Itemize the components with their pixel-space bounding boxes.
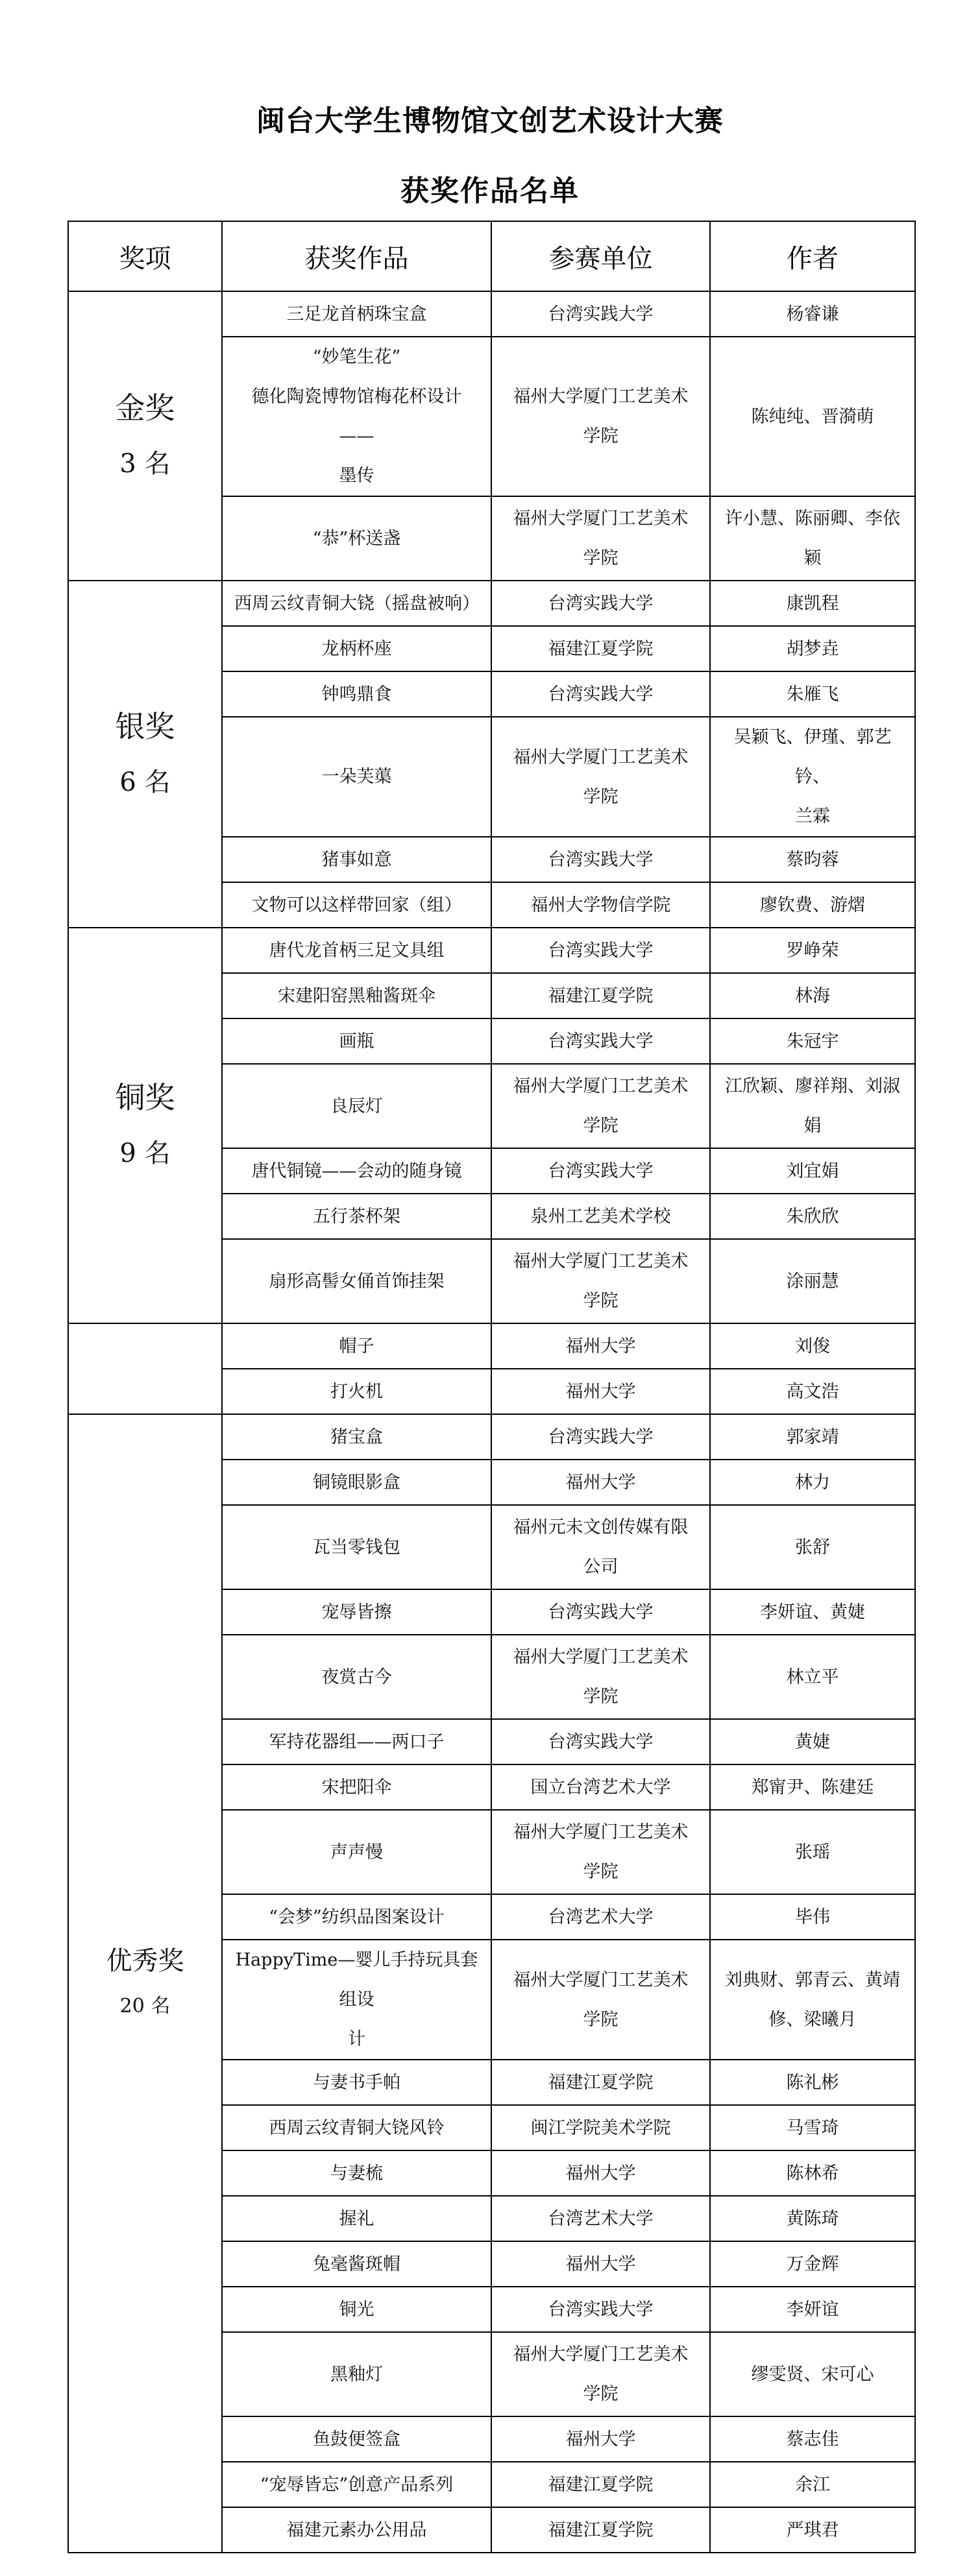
work-title-cell: 猪宝盒	[222, 1414, 491, 1460]
entrant-unit-cell: 台湾实践大学	[491, 2287, 710, 2332]
author-cell: 缪雯贤、宋可心	[710, 2332, 915, 2416]
entrant-unit-cell: 闽江学院美术学院	[491, 2105, 710, 2150]
entrant-unit-cell: 福州大学厦门工艺美术 学院	[491, 1239, 710, 1323]
work-title-cell: “宠辱皆忘”创意产品系列	[222, 2462, 491, 2507]
entrant-unit-cell: 福州大学厦门工艺美术 学院	[491, 1064, 710, 1148]
table-row	[68, 291, 915, 337]
author-cell: 张舒	[710, 1505, 915, 1589]
award-count: 9 名	[119, 1138, 171, 1168]
work-title-cell: 帽子	[222, 1323, 491, 1369]
entrant-unit-cell: 福州元未文创传媒有限 公司	[491, 1505, 710, 1589]
author-cell: 刘典财、郭青云、黄靖 修、梁曦月	[710, 1940, 915, 2060]
author-cell: 黄婕	[710, 1719, 915, 1764]
award-name: 金奖	[115, 391, 175, 426]
author-cell: 罗峥荣	[710, 928, 915, 973]
entrant-unit-cell: 台湾实践大学	[491, 1589, 710, 1635]
award-cell	[68, 1414, 222, 2553]
page-subtitle: 获奖作品名单	[400, 175, 580, 208]
award-count: 6 名	[119, 767, 171, 797]
author-cell: 郑甯尹、陈建廷	[710, 1764, 915, 1810]
author-cell: 刘俊	[710, 1323, 915, 1369]
author-cell: 江欣颖、廖祥翔、刘淑 娟	[710, 1064, 915, 1148]
entrant-unit-cell: 福州大学	[491, 1460, 710, 1505]
entrant-unit-cell: 福州大学厦门工艺美术 学院	[491, 717, 710, 837]
work-title-cell: 黑釉灯	[222, 2332, 491, 2416]
table-row	[68, 1414, 915, 1460]
author-cell: 高文浩	[710, 1369, 915, 1414]
entrant-unit-cell: 福建江夏学院	[491, 626, 710, 671]
work-title-cell: 唐代龙首柄三足文具组	[222, 928, 491, 973]
author-cell: 吴颖飞、伊瑾、郭艺钤、 兰霖	[710, 717, 915, 837]
author-cell: 毕伟	[710, 1894, 915, 1940]
entrant-unit-cell: 福州大学厦门工艺美术 学院	[491, 1810, 710, 1894]
entrant-unit-cell: 福州大学物信学院	[491, 882, 710, 928]
entrant-unit-cell: 福建江夏学院	[491, 2507, 710, 2553]
author-cell: 胡梦垚	[710, 626, 915, 671]
entrant-unit-cell: 台湾实践大学	[491, 291, 710, 337]
author-cell: 张瑶	[710, 1810, 915, 1894]
entrant-unit-cell: 台湾实践大学	[491, 1719, 710, 1764]
author-cell: 陈林希	[710, 2150, 915, 2196]
entrant-unit-cell: 福州大学	[491, 2150, 710, 2196]
author-cell: 李妍谊	[710, 2287, 915, 2332]
author-cell: 黄陈琦	[710, 2196, 915, 2241]
author-cell: 朱欣欣	[710, 1194, 915, 1239]
work-title-cell: 铜镜眼影盒	[222, 1460, 491, 1505]
award-cell	[68, 1323, 222, 1414]
author-cell: 刘宜娟	[710, 1148, 915, 1194]
work-title-cell: 握礼	[222, 2196, 491, 2241]
author-cell: 廖钦费、游熠	[710, 882, 915, 928]
award-cell	[68, 928, 222, 1323]
author-cell: 马雪琦	[710, 2105, 915, 2150]
header-award: 奖项	[68, 221, 222, 291]
award-name: 优秀奖	[106, 1945, 184, 1976]
entrant-unit-cell: 台湾艺术大学	[491, 2196, 710, 2241]
award-cell	[68, 291, 222, 581]
work-title-cell: 猪事如意	[222, 837, 491, 882]
entrant-unit-cell: 福州大学	[491, 1323, 710, 1369]
table-row	[68, 928, 915, 973]
award-count: 20 名	[119, 1994, 171, 2017]
entrant-unit-cell: 国立台湾艺术大学	[491, 1764, 710, 1810]
author-cell: 蔡志佳	[710, 2416, 915, 2462]
entrant-unit-cell: 泉州工艺美术学校	[491, 1194, 710, 1239]
author-cell: 陈礼彬	[710, 2060, 915, 2105]
work-title-cell: 良辰灯	[222, 1064, 491, 1148]
work-title-cell: 铜光	[222, 2287, 491, 2332]
work-title-cell: 与妻梳	[222, 2150, 491, 2196]
work-title-cell: 打火机	[222, 1369, 491, 1414]
table-row	[68, 581, 915, 626]
author-cell: 林海	[710, 973, 915, 1018]
entrant-unit-cell: 台湾实践大学	[491, 1148, 710, 1194]
work-title-cell: 扇形高髻女俑首饰挂架	[222, 1239, 491, 1323]
work-title-cell: 福建元素办公用品	[222, 2507, 491, 2553]
author-cell: 朱冠宇	[710, 1018, 915, 1064]
entrant-unit-cell: 台湾实践大学	[491, 1414, 710, 1460]
entrant-unit-cell: 福州大学厦门工艺美术 学院	[491, 337, 710, 496]
author-cell: 朱雁飞	[710, 671, 915, 717]
work-title-cell: “会梦”纺织品图案设计	[222, 1894, 491, 1940]
award-count: 3 名	[119, 449, 171, 479]
work-title-cell: 三足龙首柄珠宝盒	[222, 291, 491, 337]
entrant-unit-cell: 台湾实践大学	[491, 837, 710, 882]
author-cell: 陈纯纯、晋漪萌	[710, 337, 915, 496]
work-title-cell: 宋把阳伞	[222, 1764, 491, 1810]
header-unit: 参赛单位	[491, 221, 710, 291]
award-name: 铜奖	[115, 1080, 175, 1115]
page-title: 闽台大学生博物馆文创艺术设计大赛	[256, 104, 724, 138]
winners-table	[67, 221, 916, 2553]
author-cell: 康凯程	[710, 581, 915, 626]
entrant-unit-cell: 福州大学厦门工艺美术 学院	[491, 1635, 710, 1719]
work-title-cell: 西周云纹青铜大铙风铃	[222, 2105, 491, 2150]
work-title-cell: 军持花器组——两口子	[222, 1719, 491, 1764]
entrant-unit-cell: 福州大学	[491, 1369, 710, 1414]
work-title-cell: 兔毫酱斑帽	[222, 2241, 491, 2287]
work-title-cell: 一朵芙蕖	[222, 717, 491, 837]
work-title-cell: 夜赏古今	[222, 1635, 491, 1719]
entrant-unit-cell: 台湾实践大学	[491, 671, 710, 717]
entrant-unit-cell: 福建江夏学院	[491, 2060, 710, 2105]
author-cell: 郭家靖	[710, 1414, 915, 1460]
entrant-unit-cell: 福州大学	[491, 2416, 710, 2462]
entrant-unit-cell: 福州大学厦门工艺美术 学院	[491, 1940, 710, 2060]
work-title-cell: 与妻书手帕	[222, 2060, 491, 2105]
work-title-cell: 鱼鼓便签盒	[222, 2416, 491, 2462]
work-title-cell: 声声慢	[222, 1810, 491, 1894]
author-cell: 余江	[710, 2462, 915, 2507]
table-header-row	[68, 221, 915, 291]
author-cell: 严琪君	[710, 2507, 915, 2553]
entrant-unit-cell: 福州大学	[491, 2241, 710, 2287]
author-cell: 许小慧、陈丽卿、李依 颖	[710, 496, 915, 581]
work-title-cell: 画瓶	[222, 1018, 491, 1064]
entrant-unit-cell: 台湾艺术大学	[491, 1894, 710, 1940]
table-row	[68, 1323, 915, 1369]
work-title-cell: 文物可以这样带回家（组）	[222, 882, 491, 928]
work-title-cell: 西周云纹青铜大铙（摇盘被响）	[222, 581, 491, 626]
author-cell: 林立平	[710, 1635, 915, 1719]
entrant-unit-cell: 台湾实践大学	[491, 581, 710, 626]
author-cell: 万金辉	[710, 2241, 915, 2287]
author-cell: 林力	[710, 1460, 915, 1505]
work-title-cell: HappyTime—婴儿手持玩具套组设 计	[222, 1940, 491, 2060]
work-title-cell: 钟鸣鼎食	[222, 671, 491, 717]
entrant-unit-cell: 福建江夏学院	[491, 2462, 710, 2507]
award-cell	[68, 581, 222, 928]
entrant-unit-cell: 福建江夏学院	[491, 973, 710, 1018]
work-title-cell: 龙柄杯座	[222, 626, 491, 671]
work-title-cell: 唐代铜镜——会动的随身镜	[222, 1148, 491, 1194]
award-name: 银奖	[115, 708, 175, 744]
author-cell: 杨睿谦	[710, 291, 915, 337]
header-author: 作者	[710, 221, 915, 291]
work-title-cell: 宋建阳窑黑釉酱斑伞	[222, 973, 491, 1018]
header-work: 获奖作品	[222, 221, 491, 291]
work-title-cell: “恭”杯送盏	[222, 496, 491, 581]
work-title-cell: “妙笔生花” 德化陶瓷博物馆梅花杯设计—— 墨传	[222, 337, 491, 496]
entrant-unit-cell: 福州大学厦门工艺美术 学院	[491, 2332, 710, 2416]
author-cell: 蔡昀蓉	[710, 837, 915, 882]
work-title-cell: 瓦当零钱包	[222, 1505, 491, 1589]
entrant-unit-cell: 福州大学厦门工艺美术 学院	[491, 496, 710, 581]
work-title-cell: 五行茶杯架	[222, 1194, 491, 1239]
entrant-unit-cell: 台湾实践大学	[491, 1018, 710, 1064]
work-title-cell: 宠辱皆擦	[222, 1589, 491, 1635]
entrant-unit-cell: 台湾实践大学	[491, 928, 710, 973]
author-cell: 李妍谊、黄婕	[710, 1589, 915, 1635]
author-cell: 涂丽慧	[710, 1239, 915, 1323]
table-body	[68, 291, 915, 2553]
